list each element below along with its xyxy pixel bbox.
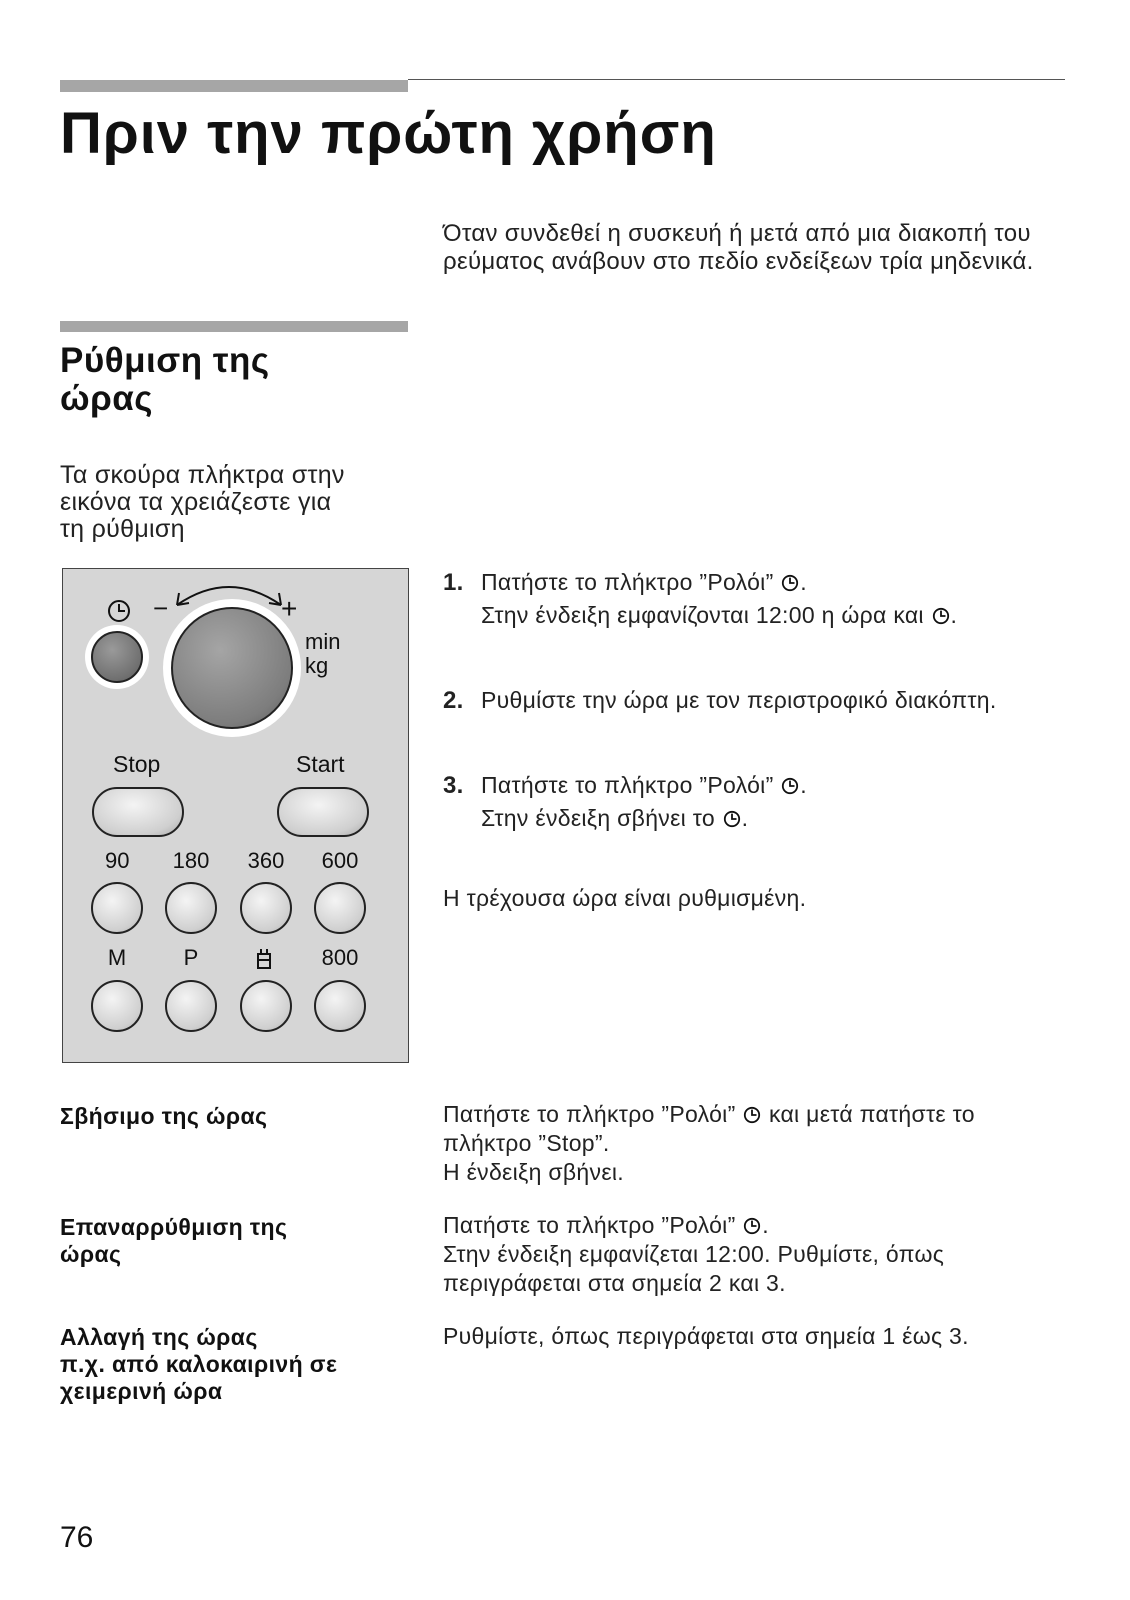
section-bar	[60, 321, 408, 332]
subsection-title-line: ώρας	[60, 1241, 122, 1267]
clock-icon	[781, 574, 799, 592]
body-line: και μετά πατήστε το	[768, 1101, 975, 1127]
power-600-button[interactable]	[314, 882, 366, 934]
section-heading	[60, 342, 270, 418]
clock-icon	[743, 1217, 761, 1235]
subsection-body	[443, 1100, 975, 1187]
step-2	[443, 684, 997, 717]
body-line: Πατήστε το πλήκτρο ”Ρολόι”	[443, 1101, 736, 1127]
control-panel	[62, 568, 409, 1063]
section-heading-line: Ρύθμιση της	[60, 341, 270, 380]
subsection-body	[443, 1322, 969, 1351]
clock-icon	[781, 777, 799, 795]
page-title: Πριν την πρώτη χρήση	[60, 101, 717, 166]
step-text: Στην ένδειξη εμφανίζονται 12:00 η ώρα και	[481, 602, 924, 628]
result-text: Η τρέχουσα ώρα είναι ρυθμισμένη.	[443, 885, 807, 911]
note-line: τη ρύθμιση	[60, 515, 185, 543]
clock-icon	[932, 607, 950, 625]
power-360-button[interactable]	[240, 882, 292, 934]
note-line: εικόνα τα χρειάζεστε για	[60, 488, 332, 516]
intro-line: Όταν συνδεθεί η συσκευή ή μετά από μια διακοπή του	[443, 220, 1031, 247]
body-line: Πατήστε το πλήκτρο ”Ρολόι”	[443, 1212, 736, 1238]
body-line: πλήκτρο ”Stop”.	[443, 1130, 610, 1156]
knob-unit-kg: kg	[305, 653, 329, 678]
power-360-label: 360	[247, 848, 285, 873]
knob-unit-min: min	[305, 629, 341, 654]
step-text: Πατήστε το πλήκτρο ”Ρολόι”	[481, 569, 774, 595]
step-text-end: .	[741, 805, 749, 831]
power-90-label: 90	[105, 848, 130, 873]
step-text-end: .	[950, 602, 958, 628]
program-label: P	[183, 945, 199, 970]
subsection-title	[60, 1214, 287, 1268]
knob-plus: +	[281, 593, 298, 624]
power-800-button[interactable]	[314, 980, 366, 1032]
step-text-end: .	[800, 772, 807, 798]
subsection-title-line: Σβήσιμο της ώρας	[60, 1103, 268, 1129]
subsection-title-line: π.χ. από καλοκαιρινή σε	[60, 1351, 338, 1377]
intro-paragraph	[443, 220, 1083, 276]
subsection-title-line: Επαναρρύθμιση της	[60, 1214, 288, 1240]
note-line: Τα σκούρα πλήκτρα στην	[60, 461, 345, 489]
defrost-icon	[255, 948, 273, 970]
power-800-label: 800	[321, 945, 359, 970]
step-number: 2.	[443, 687, 464, 714]
body-line: Η ένδειξη σβήνει.	[443, 1159, 624, 1185]
power-180-label: 180	[172, 848, 210, 873]
step-number: 1.	[443, 569, 464, 596]
subsection-title-line: χειμερινή ώρα	[60, 1378, 223, 1404]
clock-button[interactable]	[91, 631, 143, 683]
memory-button[interactable]	[91, 980, 143, 1032]
clock-icon	[743, 1106, 761, 1124]
power-90-button[interactable]	[91, 882, 143, 934]
step-1	[443, 566, 957, 631]
program-button[interactable]	[165, 980, 217, 1032]
section-heading-line: ώρας	[60, 379, 153, 418]
defrost-button[interactable]	[240, 980, 292, 1032]
power-180-button[interactable]	[165, 882, 217, 934]
start-button[interactable]	[277, 787, 369, 837]
start-label: Start	[296, 751, 345, 777]
body-line: Στην ένδειξη εμφανίζεται 12:00. Ρυθμίστε, όπως	[443, 1241, 945, 1267]
subsection-title	[60, 1324, 337, 1405]
section-note	[60, 462, 400, 543]
step-3	[443, 769, 807, 834]
stop-label: Stop	[113, 751, 161, 777]
power-600-label: 600	[321, 848, 359, 873]
rotary-knob[interactable]	[171, 607, 293, 729]
body-line: περιγράφεται στα σημεία 2 και 3.	[443, 1270, 786, 1296]
step-text: Ρυθμίστε την ώρα με τον περιστροφικό διακόπτη.	[481, 687, 997, 713]
intro-line: ρεύματος ανάβουν στο πεδίο ενδείξεων τρία μηδενικά.	[443, 248, 1034, 275]
step-number: 3.	[443, 772, 464, 799]
clock-icon	[723, 810, 741, 828]
subsection-title	[60, 1103, 267, 1130]
clock-icon	[107, 599, 131, 623]
page-number: 76	[60, 1521, 94, 1554]
knob-minus: −	[153, 593, 169, 623]
step-text-end: .	[800, 569, 807, 595]
subsection-title-line: Αλλαγή της ώρας	[60, 1324, 258, 1350]
memory-label: M	[107, 945, 127, 970]
stop-button[interactable]	[92, 787, 184, 837]
body-line: .	[762, 1212, 769, 1238]
body-line: Ρυθμίστε, όπως περιγράφεται στα σημεία 1 έως 3.	[443, 1323, 969, 1349]
title-bar	[60, 80, 408, 92]
subsection-body	[443, 1211, 944, 1298]
title-rule	[408, 79, 1065, 80]
step-text: Στην ένδειξη σβήνει το	[481, 805, 715, 831]
step-text: Πατήστε το πλήκτρο ”Ρολόι”	[481, 772, 774, 798]
